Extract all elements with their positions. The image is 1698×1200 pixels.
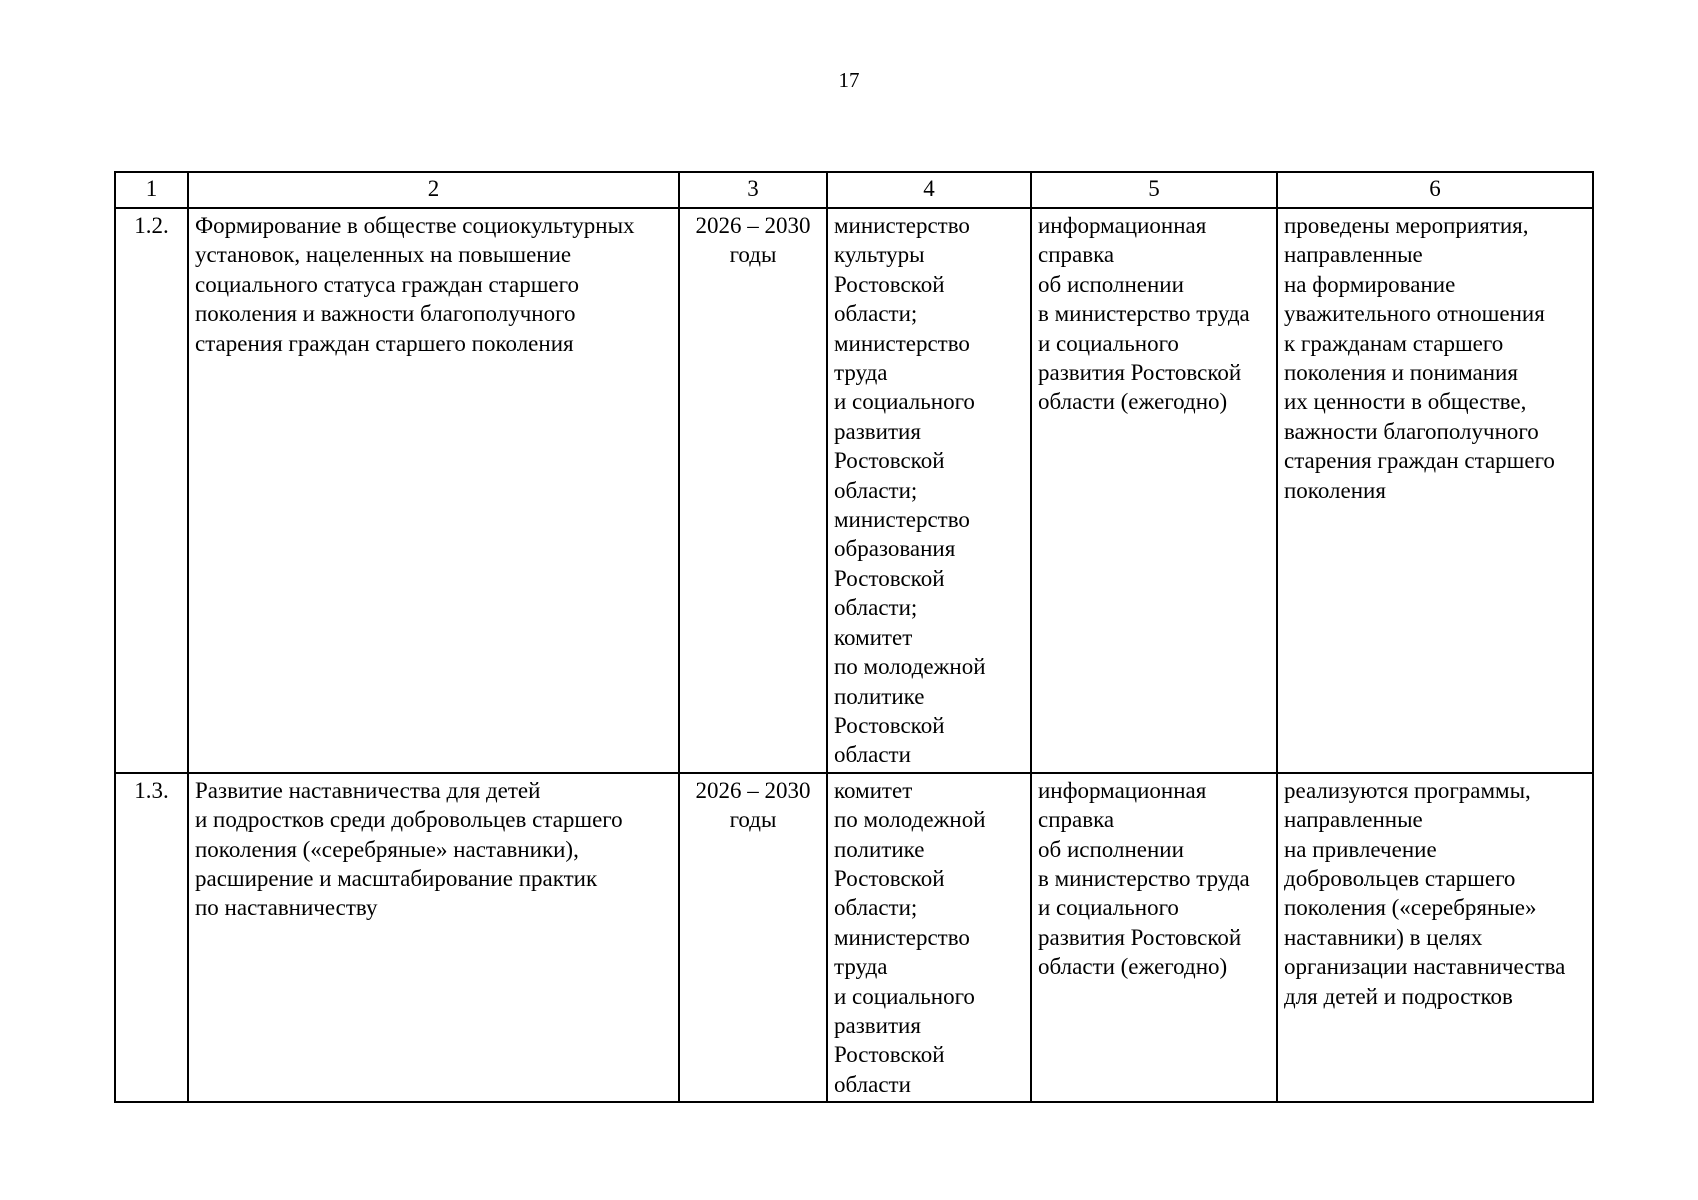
measures-table <box>114 171 1594 1103</box>
text-line: годы <box>729 242 777 268</box>
text-line: развития Ростовской <box>1038 360 1242 386</box>
text-line: в министерство труда <box>1038 865 1250 891</box>
text-line: области; <box>834 477 918 503</box>
text-line: поколения и важности благополучного <box>195 301 576 327</box>
text-line: Ростовской <box>834 1042 945 1068</box>
text-line: области (ежегодно) <box>1038 389 1228 415</box>
table-row <box>115 208 1593 773</box>
text-line: по молодежной <box>834 654 986 680</box>
text-line: по молодежной <box>834 807 986 833</box>
table-row <box>115 773 1593 1102</box>
text-line: об исполнении <box>1038 836 1184 862</box>
header-cell-4: 4 <box>827 172 1031 208</box>
text-line: направленные <box>1284 242 1423 268</box>
cell-executors <box>827 773 1031 1102</box>
text-line: и социального <box>834 389 975 415</box>
text-line: труда <box>834 360 888 386</box>
cell-report <box>1031 773 1277 1102</box>
text-line: труда <box>834 954 888 980</box>
text-line: об исполнении <box>1038 271 1184 297</box>
text-line: информационная <box>1038 213 1207 238</box>
cell-executors <box>827 208 1031 773</box>
text-line: министерство <box>834 507 970 533</box>
text-line: развития <box>834 418 921 444</box>
text-line: и социального <box>834 983 975 1009</box>
text-line: Ростовской <box>834 565 945 591</box>
text-line: наставники) в целях <box>1284 924 1483 950</box>
text-line: министерство <box>834 924 970 950</box>
text-line: Ростовской <box>834 271 945 297</box>
text-line: социального статуса граждан старшего <box>195 271 580 297</box>
text-line: и подростков среди добровольцев старшего <box>195 807 623 833</box>
text-line: расширение и масштабирование практик <box>195 865 598 891</box>
text-line: образования <box>834 536 956 562</box>
text-line: поколения («серебряные» <box>1284 895 1537 921</box>
text-line: 2026 – 2030 <box>695 213 811 238</box>
text-line: области; <box>834 595 918 621</box>
cell-number: 1.3. <box>115 773 188 1102</box>
text-line: области; <box>834 301 918 327</box>
text-line: развития <box>834 1012 921 1038</box>
text-line: 2026 – 2030 <box>695 777 811 803</box>
text-line: старения граждан старшего <box>1284 448 1555 474</box>
cell-term <box>679 208 827 773</box>
text-line: министерство <box>834 213 970 238</box>
text-line: поколения <box>1284 477 1386 503</box>
text-line: на формирование <box>1284 271 1456 297</box>
text-line: области <box>834 742 911 768</box>
text-line: политике <box>834 683 925 709</box>
text-line: их ценности в обществе, <box>1284 389 1527 415</box>
text-line: поколения и понимания <box>1284 360 1518 386</box>
text-line: поколения («серебряные» наставники), <box>195 836 579 862</box>
text-line: комитет <box>834 777 913 803</box>
page-number: 17 <box>838 68 860 92</box>
header-cell-3: 3 <box>679 172 827 208</box>
header-cell-1: 1 <box>115 172 188 208</box>
text-line: политике <box>834 836 925 862</box>
text-line: Ростовской <box>834 865 945 891</box>
header-cell-6: 6 <box>1277 172 1593 208</box>
text-line: установок, нацеленных на повышение <box>195 242 572 268</box>
text-line: культуры <box>834 242 925 268</box>
text-line: реализуются программы, <box>1284 777 1531 803</box>
text-line: области <box>834 1071 911 1097</box>
text-line: справка <box>1038 807 1115 833</box>
cell-report <box>1031 208 1277 773</box>
cell-measure <box>188 773 679 1102</box>
text-line: годы <box>729 807 777 833</box>
text-line: к гражданам старшего <box>1284 330 1504 356</box>
text-line: важности благополучного <box>1284 418 1539 444</box>
text-line: организации наставничества <box>1284 954 1566 980</box>
text-line: и социального <box>1038 895 1179 921</box>
text-line: в министерство труда <box>1038 301 1250 327</box>
text-line: информационная <box>1038 777 1207 803</box>
header-row <box>115 172 1593 208</box>
header-cell-5: 5 <box>1031 172 1277 208</box>
text-line: Формирование в обществе социокультурных <box>195 213 635 238</box>
text-line: добровольцев старшего <box>1284 865 1516 891</box>
header-cell-2: 2 <box>188 172 679 208</box>
text-line: области (ежегодно) <box>1038 954 1228 980</box>
cell-number: 1.2. <box>115 208 188 773</box>
text-line: старения граждан старшего поколения <box>195 330 574 356</box>
cell-measure <box>188 208 679 773</box>
text-line: развития Ростовской <box>1038 924 1242 950</box>
text-line: по наставничеству <box>195 895 378 921</box>
text-line: Ростовской <box>834 712 945 738</box>
text-line: направленные <box>1284 807 1423 833</box>
cell-term <box>679 773 827 1102</box>
text-line: проведены мероприятия, <box>1284 213 1529 238</box>
text-line: области; <box>834 895 918 921</box>
text-line: на привлечение <box>1284 836 1437 862</box>
text-line: комитет <box>834 624 913 650</box>
cell-result <box>1277 208 1593 773</box>
text-line: уважительного отношения <box>1284 301 1545 327</box>
text-line: Развитие наставничества для детей <box>195 777 541 803</box>
text-line: министерство <box>834 330 970 356</box>
text-line: справка <box>1038 242 1115 268</box>
text-line: и социального <box>1038 330 1179 356</box>
cell-result <box>1277 773 1593 1102</box>
text-line: для детей и подростков <box>1284 983 1513 1009</box>
text-line: Ростовской <box>834 448 945 474</box>
